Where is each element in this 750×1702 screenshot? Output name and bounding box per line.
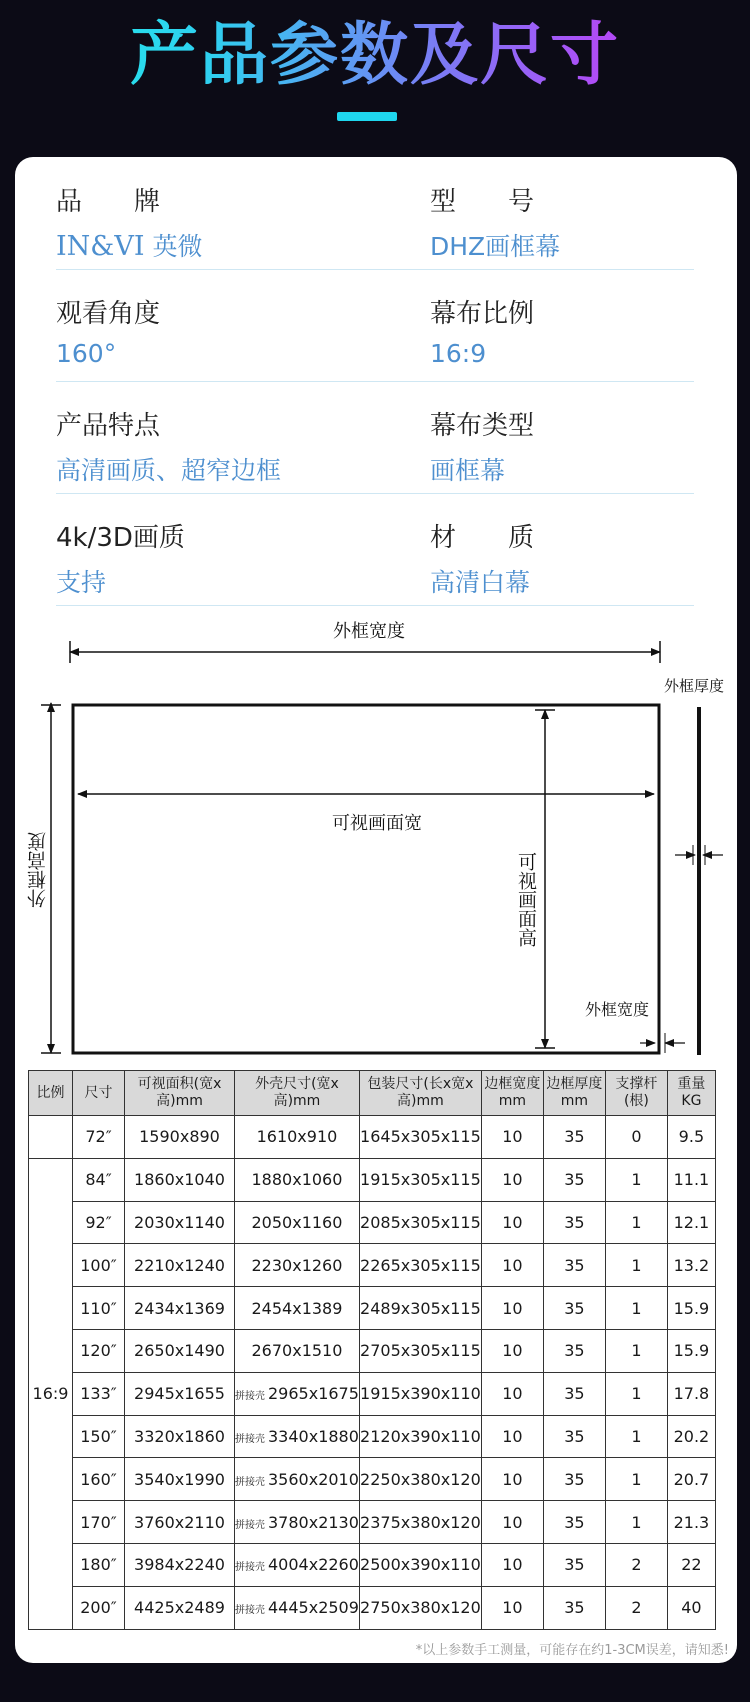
table-row (29, 1586, 716, 1629)
shell-size-value: 4445x2509 (268, 1598, 359, 1618)
size-cell: 170″ (73, 1501, 125, 1544)
shell-size-cell: 1610x910 (235, 1116, 360, 1159)
border-thickness-cell: 35 (543, 1244, 605, 1287)
visible-area-cell: 1590x890 (125, 1116, 235, 1159)
spec-value: 160° (56, 339, 117, 368)
visible-area-cell: 3984x2240 (125, 1543, 235, 1586)
support-rods-cell: 1 (605, 1244, 667, 1287)
border-thickness-cell: 35 (543, 1458, 605, 1501)
border-width-cell: 10 (481, 1372, 543, 1415)
table-row (29, 1116, 716, 1159)
table-row (29, 1201, 716, 1244)
visible-area-cell: 4425x2489 (125, 1586, 235, 1629)
border-thickness-cell: 35 (543, 1116, 605, 1159)
ratio-cell-empty (29, 1116, 73, 1159)
visible-height-label: 可视画面高 (515, 852, 537, 947)
table-row (29, 1543, 716, 1586)
shell-size-value: 3340x1880 (268, 1426, 359, 1446)
brand-logo-text: IN&VI (56, 231, 145, 262)
support-rods-cell: 1 (605, 1201, 667, 1244)
spec-card (15, 157, 737, 1663)
visible-area-cell: 2650x1490 (125, 1329, 235, 1372)
spec-value: DHZ画框幕 (430, 232, 561, 261)
border-width-cell: 10 (481, 1329, 543, 1372)
support-rods-cell: 1 (605, 1329, 667, 1372)
table-row (29, 1415, 716, 1458)
weight-cell: 20.7 (667, 1458, 715, 1501)
border-thickness-cell: 35 (543, 1372, 605, 1415)
spec-label: 幕布类型 (430, 411, 535, 441)
splice-shell-note: 拼接壳 (235, 1391, 265, 1403)
package-size-cell: 1915x390x110 (359, 1372, 481, 1415)
border-width-cell: 10 (481, 1543, 543, 1586)
dimension-diagram (15, 617, 737, 1057)
header-package-size: 包装尺寸(长x宽x高)mm (359, 1071, 481, 1116)
size-cell: 200″ (73, 1586, 125, 1629)
table-row (29, 1372, 716, 1415)
shell-size-cell (235, 1543, 360, 1586)
spec-value: 高清白幕 (430, 568, 531, 597)
package-size-cell: 1915x305x115 (359, 1158, 481, 1201)
brand-cn: 英微 (144, 232, 203, 261)
size-cell: 150″ (73, 1415, 125, 1458)
package-size-cell: 2375x380x120 (359, 1501, 481, 1544)
shell-size-value: 3560x2010 (268, 1469, 359, 1489)
size-cell: 180″ (73, 1543, 125, 1586)
header-visible-area: 可视面积(宽x高)mm (125, 1071, 235, 1116)
border-thickness-cell: 35 (543, 1586, 605, 1629)
support-rods-cell: 2 (605, 1543, 667, 1586)
shell-size-cell (235, 1501, 360, 1544)
spec-label: 型 号 (430, 187, 535, 217)
package-size-cell: 2085x305x115 (359, 1201, 481, 1244)
visible-area-cell: 3540x1990 (125, 1458, 235, 1501)
package-size-cell: 2250x380x120 (359, 1458, 481, 1501)
table-row (29, 1244, 716, 1287)
border-width-cell: 10 (481, 1415, 543, 1458)
header-support-rods: 支撑杆(根) (605, 1071, 667, 1116)
weight-cell: 15.9 (667, 1329, 715, 1372)
support-rods-cell: 1 (605, 1501, 667, 1544)
splice-shell-note: 拼接壳 (235, 1562, 265, 1574)
spec-value-brand (56, 227, 202, 263)
visible-area-cell: 3320x1860 (125, 1415, 235, 1458)
ratio-cell: 16:9 (29, 1158, 73, 1629)
visible-area-cell: 2945x1655 (125, 1372, 235, 1415)
spec-label: 品 牌 (56, 187, 161, 217)
header-shell-size: 外壳尺寸(宽x高)mm (235, 1071, 360, 1116)
border-thickness-cell: 35 (543, 1329, 605, 1372)
size-cell: 84″ (73, 1158, 125, 1201)
border-thickness-cell: 35 (543, 1501, 605, 1544)
spec-value: 16:9 (430, 339, 487, 368)
table-row (29, 1287, 716, 1330)
table-row (29, 1501, 716, 1544)
visible-area-cell: 1860x1040 (125, 1158, 235, 1201)
shell-size-cell (235, 1372, 360, 1415)
border-thickness-cell: 35 (543, 1543, 605, 1586)
header-ratio: 比例 (29, 1071, 73, 1116)
spec-value: 支持 (56, 568, 107, 597)
title-underline (337, 112, 397, 121)
spec-label: 观看角度 (56, 299, 161, 329)
outer-height-label: 外框高度 (27, 832, 49, 908)
visible-area-cell: 2030x1140 (125, 1201, 235, 1244)
visible-area-cell: 2434x1369 (125, 1287, 235, 1330)
size-cell: 133″ (73, 1372, 125, 1415)
border-width-cell: 10 (481, 1244, 543, 1287)
shell-size-cell: 1880x1060 (235, 1158, 360, 1201)
border-width-cell: 10 (481, 1501, 543, 1544)
shell-size-cell (235, 1458, 360, 1501)
spec-value: 高清画质、超窄边框 (56, 456, 282, 485)
splice-shell-note: 拼接壳 (235, 1476, 265, 1488)
weight-cell: 20.2 (667, 1415, 715, 1458)
weight-cell: 15.9 (667, 1287, 715, 1330)
shell-size-cell (235, 1586, 360, 1629)
support-rods-cell: 0 (605, 1116, 667, 1159)
outer-width-label: 外框宽度 (333, 621, 405, 642)
weight-cell: 11.1 (667, 1158, 715, 1201)
shell-size-value: 4004x2260 (268, 1555, 359, 1575)
outer-thickness-label: 外框厚度 (664, 677, 725, 695)
size-cell: 160″ (73, 1458, 125, 1501)
table-body (29, 1116, 716, 1630)
package-size-cell: 2489x305x115 (359, 1287, 481, 1330)
size-cell: 72″ (73, 1116, 125, 1159)
size-cell: 100″ (73, 1244, 125, 1287)
package-size-cell: 2120x390x110 (359, 1415, 481, 1458)
spec-label: 产品特点 (56, 411, 161, 441)
spec-label: 材 质 (430, 523, 535, 553)
frame-width-label: 外框宽度 (585, 1000, 650, 1019)
weight-cell: 22 (667, 1543, 715, 1586)
border-width-cell: 10 (481, 1586, 543, 1629)
shell-size-value: 3780x2130 (268, 1512, 359, 1532)
header-weight: 重量KG (667, 1071, 715, 1116)
page-title: 产品参数及尺寸 (0, 14, 750, 98)
border-thickness-cell: 35 (543, 1415, 605, 1458)
splice-shell-note: 拼接壳 (235, 1433, 265, 1445)
border-width-cell: 10 (481, 1458, 543, 1501)
size-cell: 92″ (73, 1201, 125, 1244)
shell-size-cell: 2454x1389 (235, 1287, 360, 1330)
header-border-thickness: 边框厚度mm (543, 1071, 605, 1116)
support-rods-cell: 1 (605, 1372, 667, 1415)
border-width-cell: 10 (481, 1287, 543, 1330)
weight-cell: 9.5 (667, 1116, 715, 1159)
shell-size-value: 2965x1675 (268, 1384, 359, 1404)
visible-area-cell: 2210x1240 (125, 1244, 235, 1287)
spec-row-brand (56, 157, 694, 270)
visible-width-label: 可视画面宽 (332, 813, 422, 834)
table-header-row (29, 1071, 716, 1116)
size-spec-table (28, 1070, 716, 1630)
border-thickness-cell: 35 (543, 1158, 605, 1201)
spec-label: 幕布比例 (430, 299, 535, 329)
border-thickness-cell: 35 (543, 1287, 605, 1330)
header-border-width: 边框宽度mm (481, 1071, 543, 1116)
support-rods-cell: 1 (605, 1158, 667, 1201)
splice-shell-note: 拼接壳 (235, 1519, 265, 1531)
border-width-cell: 10 (481, 1201, 543, 1244)
weight-cell: 13.2 (667, 1244, 715, 1287)
weight-cell: 17.8 (667, 1372, 715, 1415)
spec-row-quality (56, 493, 694, 606)
size-cell: 120″ (73, 1329, 125, 1372)
support-rods-cell: 1 (605, 1458, 667, 1501)
weight-cell: 12.1 (667, 1201, 715, 1244)
border-thickness-cell: 35 (543, 1201, 605, 1244)
package-size-cell: 2750x380x120 (359, 1586, 481, 1629)
spec-value: 画框幕 (430, 456, 506, 485)
package-size-cell: 2705x305x115 (359, 1329, 481, 1372)
support-rods-cell: 1 (605, 1287, 667, 1330)
table-row (29, 1458, 716, 1501)
weight-cell: 40 (667, 1586, 715, 1629)
size-cell: 110″ (73, 1287, 125, 1330)
shell-size-cell: 2050x1160 (235, 1201, 360, 1244)
package-size-cell: 1645x305x115 (359, 1116, 481, 1159)
shell-size-cell (235, 1415, 360, 1458)
header-size: 尺寸 (73, 1071, 125, 1116)
weight-cell: 21.3 (667, 1501, 715, 1544)
table-row (29, 1158, 716, 1201)
support-rods-cell: 2 (605, 1586, 667, 1629)
spec-label: 4k/3D画质 (56, 523, 185, 553)
border-width-cell: 10 (481, 1158, 543, 1201)
package-size-cell: 2500x390x110 (359, 1543, 481, 1586)
spec-row-features (56, 381, 694, 494)
visible-area-cell: 3760x2110 (125, 1501, 235, 1544)
splice-shell-note: 拼接壳 (235, 1605, 265, 1617)
table-row (29, 1329, 716, 1372)
support-rods-cell: 1 (605, 1415, 667, 1458)
footnote: *以上参数手工测量，可能存在约1-3CM误差，请知悉! (415, 1643, 729, 1658)
shell-size-cell: 2230x1260 (235, 1244, 360, 1287)
shell-size-cell: 2670x1510 (235, 1329, 360, 1372)
package-size-cell: 2265x305x115 (359, 1244, 481, 1287)
border-width-cell: 10 (481, 1116, 543, 1159)
spec-row-angle (56, 269, 694, 382)
